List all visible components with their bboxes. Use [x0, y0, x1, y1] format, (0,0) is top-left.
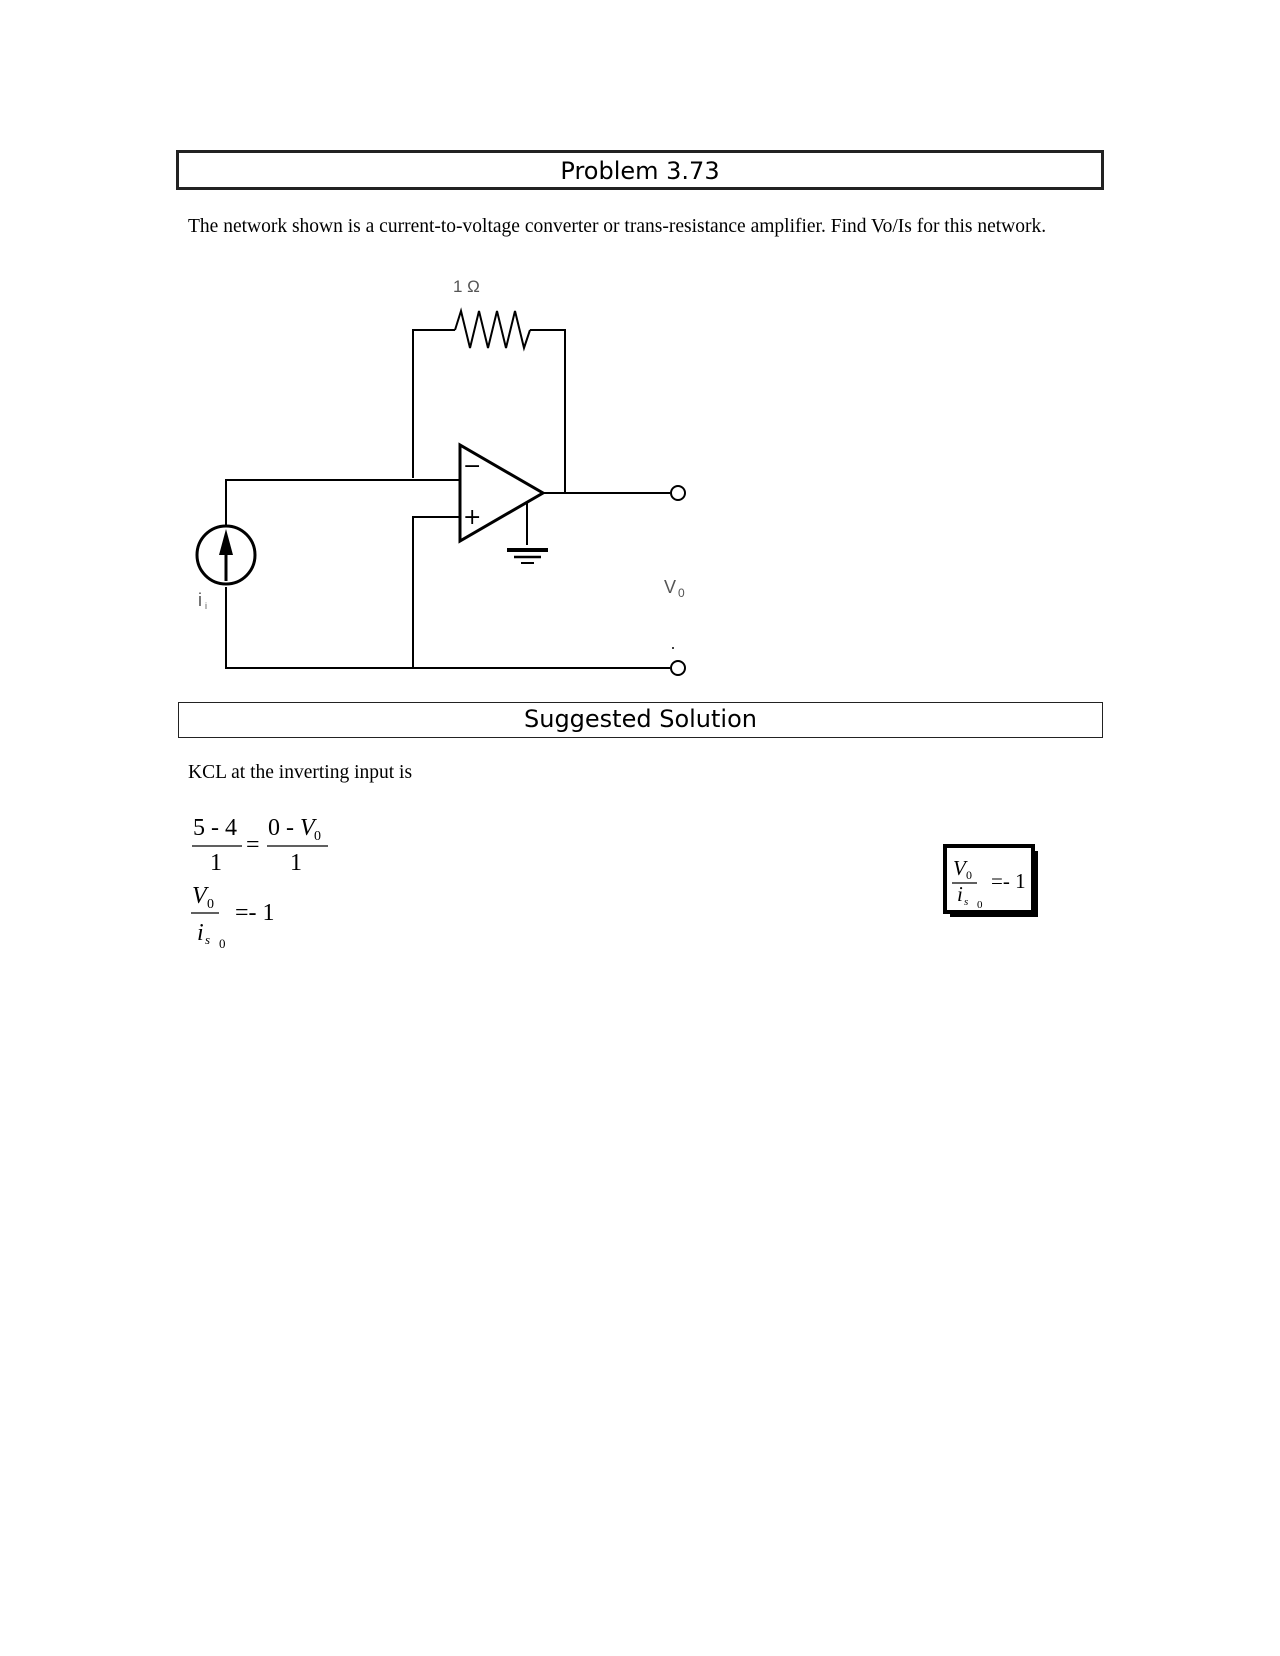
equation-1 [192, 815, 328, 876]
resistor-label: 1 Ω [453, 277, 480, 296]
eq1-rhs-denominator: 1 [290, 850, 302, 876]
kcl-statement: KCL at the inverting input is [188, 762, 413, 783]
boxed-denominator-sub2: 0 [977, 899, 983, 911]
eq1-rhs-numerator: 0 - V [268, 815, 315, 841]
eq1-lhs-denominator: 1 [210, 850, 222, 876]
eq2-result: =- 1 [235, 900, 275, 926]
source-label: i [198, 590, 202, 610]
boxed-numerator-var: V [953, 856, 966, 880]
eq1-lhs-numerator: 5 - 4 [193, 815, 237, 841]
problem-title: Problem 3.73 [176, 150, 1104, 190]
eq1-equals: = [246, 832, 260, 858]
output-label-sub: 0 [678, 586, 685, 600]
boxed-denominator-var: i [957, 882, 963, 906]
eq2-numerator-var: V [192, 883, 207, 909]
boxed-result: =- 1 [991, 869, 1026, 893]
opamp-minus-sign: − [463, 454, 482, 479]
opamp-plus-sign: + [463, 505, 482, 530]
output-label: V [664, 577, 677, 597]
eq1-rhs-numerator-sub: 0 [314, 829, 321, 844]
eq2-denominator-sub2: 0 [219, 936, 226, 951]
boxed-numerator-sub: 0 [966, 868, 972, 882]
solution-heading: Suggested Solution [178, 702, 1103, 738]
source-label-sub: i [205, 601, 207, 611]
eq2-denominator-var: i [197, 920, 204, 946]
boxed-answer [945, 846, 1038, 917]
problem-statement: The network shown is a current-to-voltage converter or trans-resistance amplifier. Find Vo/Is for this network. [188, 216, 1047, 237]
boxed-denominator-sub: s [964, 896, 969, 908]
equation-2 [191, 883, 275, 951]
eq2-numerator-sub: 0 [207, 897, 214, 912]
eq2-denominator-sub: s [205, 932, 211, 947]
